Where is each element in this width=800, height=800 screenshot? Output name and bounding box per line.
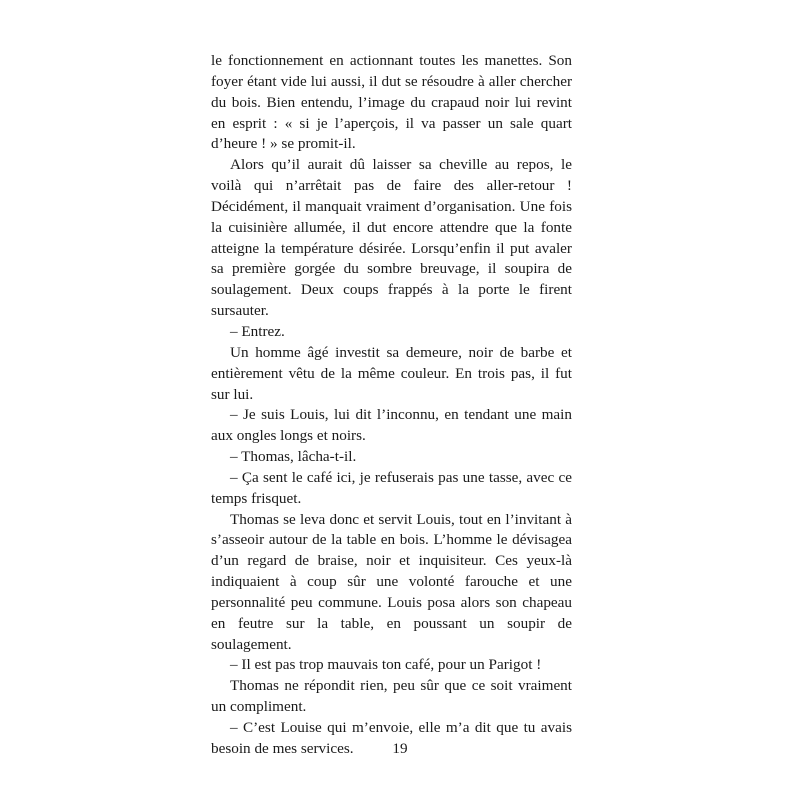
paragraph-4: Thomas se leva donc et servit Louis, tout en l’invitant à s’asseoir autour de la table en bois. L’homme le dévisagea d’un regard de braise, noir et inquisiteur. Ces yeux-là indiquaient à coup sûr une volonté farouche et une personnalité peu commune. Louis posa alors son chapeau en feutre sur la table, en poussant un soupir de soulagement. xyxy=(211,510,572,653)
dialogue-line-cafe: – Ça sent le café ici, je refuserais pas une tasse, avec ce temps frisquet. xyxy=(211,468,572,507)
paragraph-2: Alors qu’il aurait dû laisser sa cheville au repos, le voilà qui n’arrêtait pas de faire des aller-retour ! Décidément, il manquait vraiment d’organisation. Une fois la cuisinière allumée, il dut encore attendre que la fonte atteigne la température désirée. Lorsqu’enfin il put avaler sa première gorgée du sombre breuvage, il soupira de soulagement. Deux coups frappés à la porte le firent sursauter. xyxy=(211,156,572,320)
paragraph-1: le fonctionnement en actionnant toutes les manettes. Son foyer étant vide lui aussi, il dut se résoudre à aller chercher du bois. Bien entendu, l’image du crapaud noir lui revint en esprit : « si je l’aperçois, il va passer un sale quart d’heure ! » se promit-il. xyxy=(211,52,572,153)
dialogue-line-louis: – Je suis Louis, lui dit l’inconnu, en tendant une main aux ongles longs et noirs. xyxy=(211,406,572,445)
page-number: 19 xyxy=(392,740,408,757)
dialogue-line-louise: – C’est Louise qui m’envoie, elle m’a dit que tu avais besoin de mes services. xyxy=(211,719,572,757)
dialogue-line-entrez: – Entrez. xyxy=(230,322,285,340)
paragraph-5: Thomas ne répondit rien, peu sûr que ce soit vraiment un compliment. xyxy=(211,677,572,716)
body-text xyxy=(211,51,572,760)
paragraph-3: Un homme âgé investit sa demeure, noir de barbe et entièrement vêtu de la même couleur. En trois pas, il fut sur lui. xyxy=(211,343,572,403)
dialogue-line-thomas: – Thomas, lâcha-t-il. xyxy=(230,448,357,466)
dialogue-line-parigot: – Il est pas trop mauvais ton café, pour un Parigot ! xyxy=(230,656,542,674)
